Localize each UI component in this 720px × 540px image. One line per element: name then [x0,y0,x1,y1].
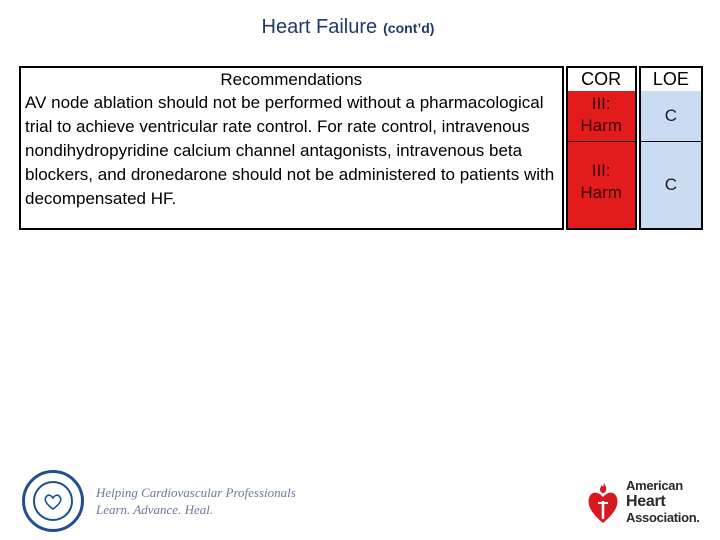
acc-tagline [96,484,296,518]
title-subtitle: (cont’d) [383,20,435,36]
loe-value-row-1: C [639,91,703,142]
title-main: Heart Failure [261,16,378,38]
aha-line-1: American [626,478,683,493]
tagline-line-1: Helping Cardiovascular Professionals [96,485,296,500]
cor-value-row-2: III: Harm [566,142,637,230]
aha-footer [586,478,700,525]
aha-line-2: Heart [626,493,666,510]
slide-title [0,16,696,39]
loe-value-row-2: C [639,142,703,230]
tagline-line-2: Learn. Advance. Heal. [96,502,214,517]
recommendations-header: Recommendations [220,70,363,89]
acc-seal-icon [22,470,84,532]
loe-header: LOE [639,66,703,91]
recommendations-table [19,66,703,230]
recommendations-cell [19,66,564,230]
acc-footer [22,470,296,532]
cor-value-row-1: III: Harm [566,91,637,142]
recommendations-text: AV node ablation should not be performed without a pharmacological trial to achieve ventricular rate control. For rate control, intravenous nondihydropyridine calcium channel antagonists, intravenous beta blockers, and dronedarone should not be administered to patients with decompensated HF. [25,93,555,208]
heart-torch-icon [586,479,620,525]
aha-line-3: Association. [626,510,700,525]
aha-wordmark [626,478,700,525]
cor-header: COR [566,66,637,91]
